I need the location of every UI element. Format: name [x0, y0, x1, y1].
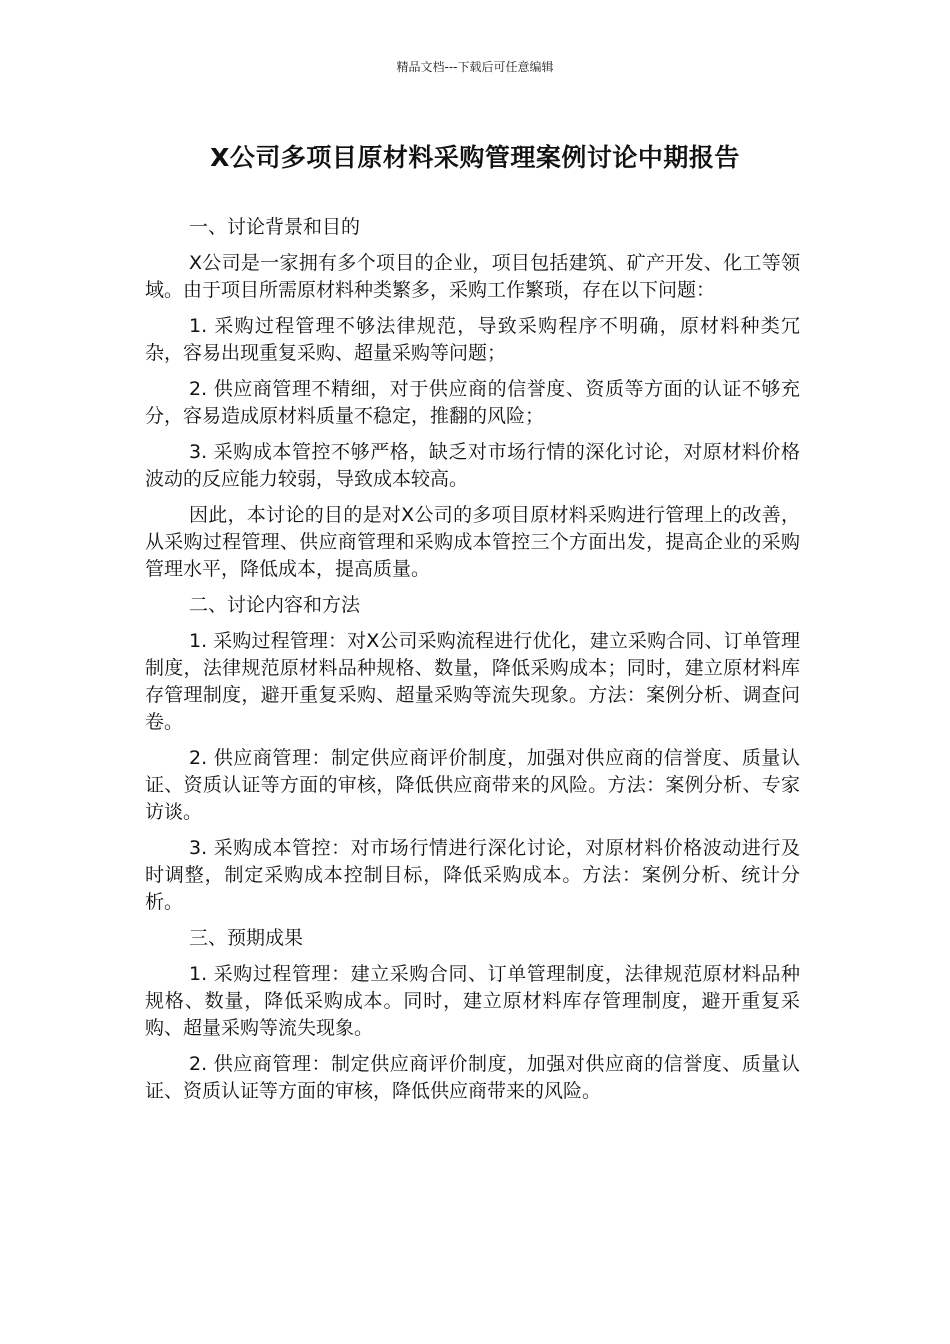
section-heading-expected-results: 三、预期成果: [189, 927, 304, 949]
paragraph-result-1: 1. 采购过程管理：建立采购合同、订单管理制度，法律规范原材料品种规格、数量，降低采购成本。同时，建立原材料库存管理制度，避开重复采购、超量采购等流失现象。: [145, 963, 800, 1039]
paragraph-problem-1: 1. 采购过程管理不够法律规范，导致采购程序不明确，原材料种类冗杂，容易出现重复采购、超量采购等问题；: [145, 315, 800, 364]
paragraph-method-3: 3. 采购成本管控：对市场行情进行深化讨论，对原材料价格波动进行及时调整，制定采购成本控制目标，降低采购成本。方法：案例分析、统计分析。: [145, 837, 800, 913]
paragraph-result-2: 2. 供应商管理：制定供应商评价制度，加强对供应商的信誉度、质量认证、资质认证等方面的审核，降低供应商带来的风险。: [145, 1053, 800, 1102]
document-title: X公司多项目原材料采购管理案例讨论中期报告: [210, 143, 740, 172]
section-heading-content-methods: 二、讨论内容和方法: [189, 594, 361, 616]
page-header-note: 精品文档---下载后可任意编辑: [396, 60, 554, 74]
paragraph-method-1: 1. 采购过程管理：对X公司采购流程进行优化，建立采购合同、订单管理制度，法律规范原材料品种规格、数量，降低采购成本；同时，建立原材料库存管理制度，避开重复采购、超量采购等流失现象。方法：案例分析、调查问卷。: [145, 630, 800, 733]
paragraph-purpose: 因此，本讨论的目的是对X公司的多项目原材料采购进行管理上的改善，从采购过程管理、供应商管理和采购成本管控三个方面出发，提高企业的采购管理水平，降低成本，提高质量。: [145, 504, 800, 580]
document-body: [145, 214, 800, 1114]
paragraph-problem-3: 3. 采购成本管控不够严格，缺乏对市场行情的深化讨论，对原材料价格波动的反应能力较弱，导致成本较高。: [145, 441, 800, 490]
section-heading-background: 一、讨论背景和目的: [189, 216, 361, 238]
paragraph-problem-2: 2. 供应商管理不精细，对于供应商的信誉度、资质等方面的认证不够充分，容易造成原材料质量不稳定，推翻的风险；: [145, 378, 800, 427]
paragraph-method-2: 2. 供应商管理：制定供应商评价制度，加强对供应商的信誉度、质量认证、资质认证等方面的审核，降低供应商带来的风险。方法：案例分析、专家访谈。: [145, 747, 800, 823]
paragraph-company-intro: X公司是一家拥有多个项目的企业，项目包括建筑、矿产开发、化工等领域。由于项目所需原材料种类繁多，采购工作繁琐，存在以下问题：: [145, 252, 800, 301]
